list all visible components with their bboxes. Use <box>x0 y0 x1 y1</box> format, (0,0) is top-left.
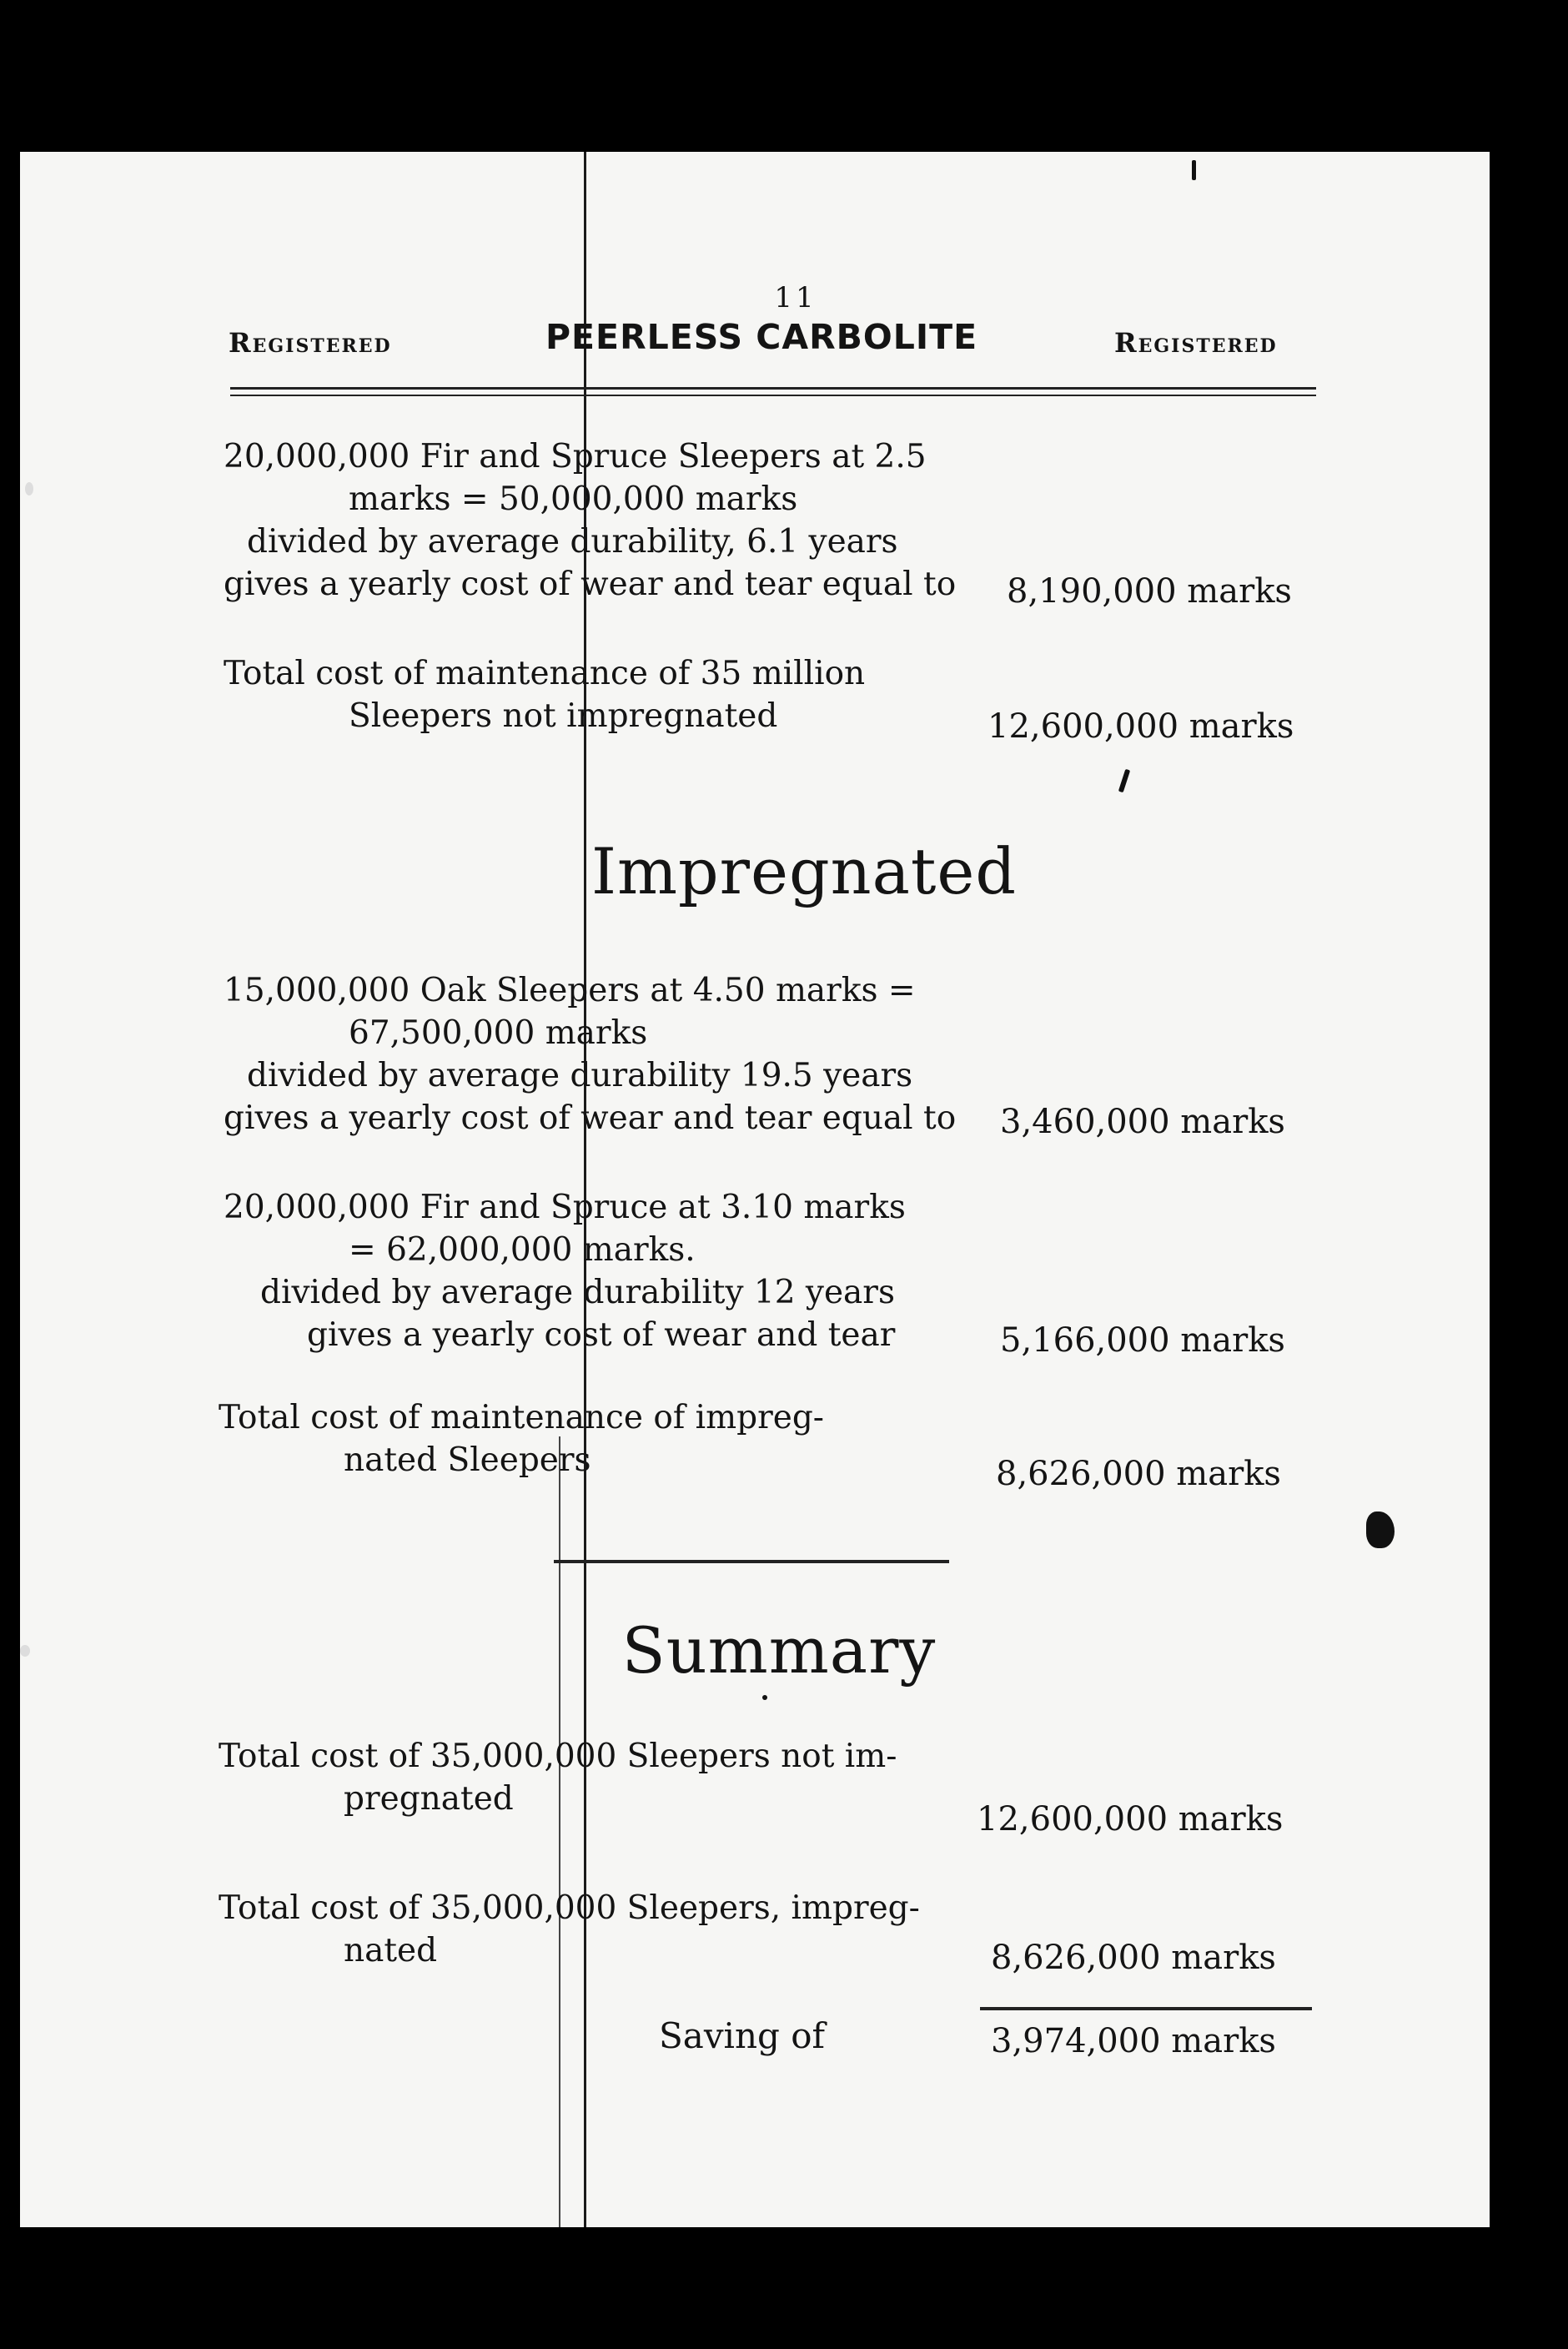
entry-line: 15,000,000 Oak Sleepers at 4.50 marks = <box>224 972 916 1009</box>
header-rule-top <box>230 387 1316 390</box>
amount-value: 5,166,000 marks <box>1000 1321 1285 1360</box>
amount-value: 12,600,000 marks <box>988 707 1294 746</box>
total-cost-impregnated <box>219 1396 824 1481</box>
header-rule-bottom <box>230 395 1316 396</box>
scan-speck <box>1118 769 1130 792</box>
entry-line: Total cost of maintenance of impreg- <box>219 1399 824 1436</box>
entry-line: gives a yearly cost of wear and tear equal to <box>224 566 957 603</box>
entry-line: Total cost of maintenance of 35 million <box>224 655 866 692</box>
entry-line: nated <box>344 1932 438 1969</box>
page-number: 11 <box>774 281 817 314</box>
entry-line: gives a yearly cost of wear and tear <box>307 1316 896 1354</box>
entry-line: divided by average durability, 6.1 years <box>247 523 898 561</box>
entry-line: pregnated <box>344 1780 514 1818</box>
header-registered-right: Registered <box>1114 327 1278 359</box>
total-cost-not-impregnated <box>224 652 865 737</box>
saving-amount: 3,974,000 marks <box>991 2022 1276 2060</box>
cost-entry-fir-spruce-impregnated <box>224 1186 906 1356</box>
section-divider <box>554 1560 949 1563</box>
scan-speck <box>1366 1512 1395 1548</box>
film-speck <box>20 1645 30 1657</box>
entry-line: = 62,000,000 marks. <box>349 1231 696 1269</box>
cost-entry-oak-impregnated <box>224 969 956 1139</box>
cost-entry-fir-spruce-not-impregnated <box>224 435 956 606</box>
entry-line: marks = 50,000,000 marks <box>349 480 798 518</box>
saving-label: Saving of <box>659 2015 826 2056</box>
summary-entry-not-impregnated <box>219 1735 897 1820</box>
amount-value: 8,626,000 marks <box>996 1455 1281 1493</box>
entry-line: divided by average durability 19.5 years <box>247 1057 913 1094</box>
section-heading-summary: Summary <box>621 1613 937 1688</box>
header-title: PEERLESS CARBOLITE <box>545 317 978 357</box>
scan-speck <box>1192 160 1196 180</box>
summary-entry-impregnated <box>219 1887 920 1972</box>
entry-line: 20,000,000 Fir and Spruce at 3.10 marks <box>224 1189 906 1226</box>
entry-line: Sleepers not impregnated <box>349 697 778 735</box>
amount-value: 8,626,000 marks <box>991 1939 1276 1977</box>
entry-line: Total cost of 35,000,000 Sleepers not im- <box>219 1738 897 1775</box>
entry-line: 67,500,000 marks <box>349 1014 648 1052</box>
amount-value: 3,460,000 marks <box>1000 1103 1285 1141</box>
section-heading-impregnated: Impregnated <box>591 834 1018 908</box>
scan-speck <box>762 1695 767 1700</box>
binding-line-secondary <box>559 1436 560 2227</box>
total-rule <box>980 2007 1312 2010</box>
entry-line: 20,000,000 Fir and Spruce Sleepers at 2.5 <box>224 438 927 475</box>
header-registered-left: Registered <box>229 327 392 359</box>
entry-line: nated Sleepers <box>344 1441 591 1479</box>
entry-line: divided by average durability 12 years <box>260 1274 895 1311</box>
amount-value: 12,600,000 marks <box>977 1800 1284 1838</box>
entry-line: gives a yearly cost of wear and tear equal to <box>224 1099 957 1137</box>
document-page <box>20 152 1490 2227</box>
amount-value: 8,190,000 marks <box>1007 572 1292 611</box>
film-speck <box>25 482 33 495</box>
entry-line: Total cost of 35,000,000 Sleepers, impreg- <box>219 1889 920 1927</box>
